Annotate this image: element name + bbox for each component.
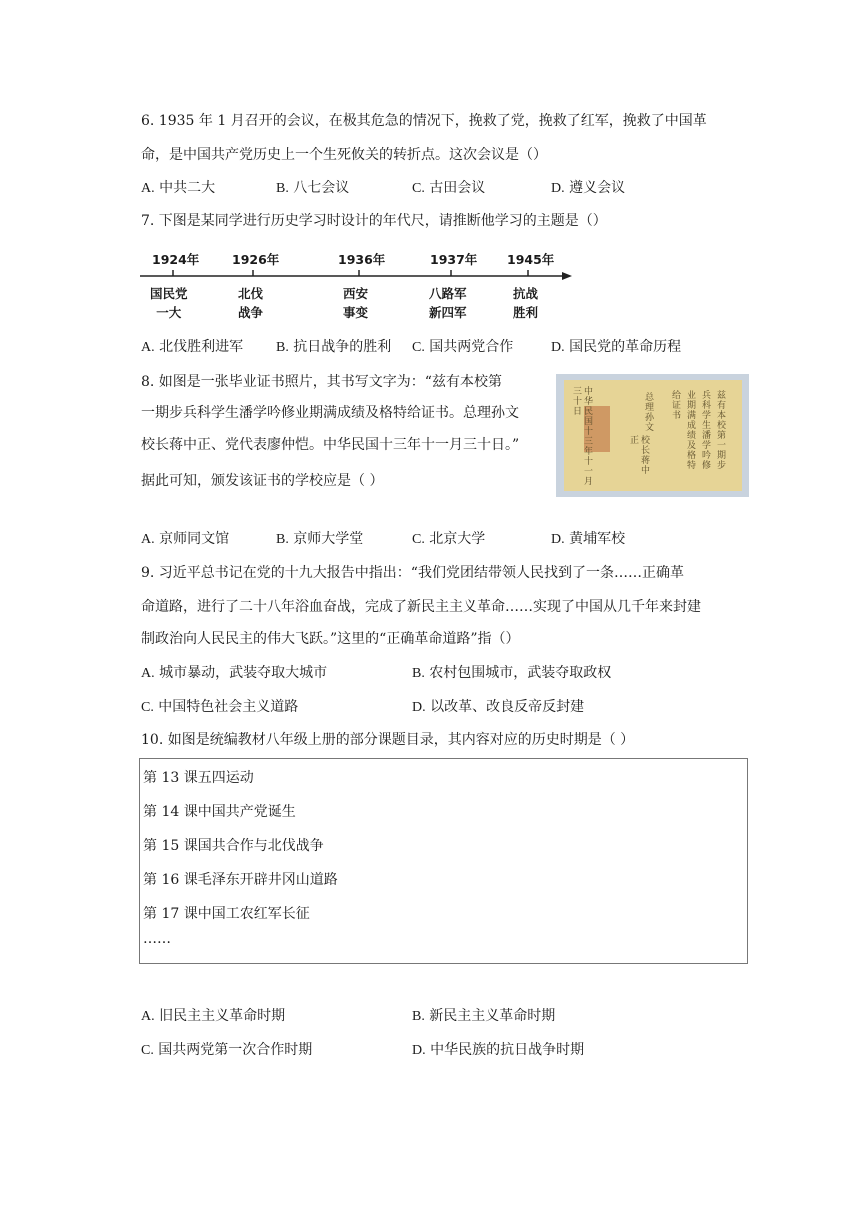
q8-option-d[interactable]: D. 黄埔军校 (551, 531, 626, 547)
certificate-handwriting: 给证书 (670, 390, 680, 420)
certificate-handwriting: 业期满成绩及格特 (685, 390, 695, 470)
q9-option-c[interactable]: C. 中国特色社会主义道路 (141, 699, 299, 715)
timeline-event: 国民党 一大 (150, 286, 188, 320)
certificate-handwriting: 总理孙文 (643, 392, 653, 432)
toc-item: 第 15 课国共合作与北伐战争 (143, 838, 324, 854)
timeline-year: 1926年 (232, 252, 280, 267)
q7-option-a[interactable]: A. 北伐胜利进军 (141, 339, 244, 355)
q7-option-d[interactable]: D. 国民党的革命历程 (551, 339, 682, 355)
certificate-handwriting: 兵科学生潘学吟修 (700, 390, 710, 470)
q6-option-a[interactable]: A. 中共二大 (141, 180, 216, 196)
q8-option-c[interactable]: C. 北京大学 (412, 531, 486, 547)
q6-option-d[interactable]: D. 遵义会议 (551, 180, 626, 196)
q6-option-b[interactable]: B. 八七会议 (276, 180, 350, 196)
q9-stem-line3: 制政治向人民民主的伟大飞跃。”这里的“正确革命道路”指（） (141, 631, 520, 647)
q8-stem-line2: 一期步兵科学生潘学吟修业期满成绩及格特给证书。总理孙文 (141, 405, 519, 421)
q10-option-b[interactable]: B. 新民主主义革命时期 (412, 1008, 556, 1024)
q7-option-c[interactable]: C. 国共两党合作 (412, 339, 514, 355)
q8-option-a[interactable]: A. 京师同文馆 (141, 531, 230, 547)
certificate-handwriting: 中华民国十三年十一月三十日 (571, 386, 592, 486)
timeline-event: 北伐 战争 (238, 286, 264, 320)
toc-ellipsis: …… (143, 931, 171, 947)
q9-option-a[interactable]: A. 城市暴动，武装夺取大城市 (141, 665, 328, 681)
q6-option-c[interactable]: C. 古田会议 (412, 180, 486, 196)
q9-option-b[interactable]: B. 农村包围城市，武装夺取政权 (412, 665, 612, 681)
q6-stem-line1: 6. 1935 年 1 月召开的会议，在极其危急的情况下，挽救了党，挽救了红军，挽救了中国革 (141, 113, 707, 129)
q9-stem-line1: 9. 习近平总书记在党的十九大报告中指出：“我们党团结带领人民找到了一条……正确革 (141, 565, 684, 581)
timeline-year: 1945年 (507, 252, 555, 267)
timeline-year: 1936年 (338, 252, 386, 267)
q6-stem-line2: 命，是中国共产党历史上一个生死攸关的转折点。这次会议是（） (141, 147, 547, 163)
q8-stem-line4: 据此可知，颁发该证书的学校应是（ ） (141, 473, 384, 489)
toc-item: 第 14 课中国共产党诞生 (143, 804, 296, 820)
q10-option-a[interactable]: A. 旧民主主义革命时期 (141, 1008, 286, 1024)
timeline-year: 1924年 (152, 252, 200, 267)
q8-option-b[interactable]: B. 京师大学堂 (276, 531, 364, 547)
q7-stem: 7. 下图是某同学进行历史学习时设计的年代尺，请推断他学习的主题是（） (141, 213, 607, 229)
certificate-handwriting: 兹有本校第一期步 (715, 390, 725, 470)
q9-stem-line2: 命道路，进行了二十八年浴血奋战，完成了新民主主义革命……实现了中国从几千年来封建 (141, 599, 701, 615)
q9-option-d[interactable]: D. 以改革、改良反帝反封建 (412, 699, 585, 715)
certificate-photo (556, 374, 749, 497)
toc-item: 第 16 课毛泽东开辟井冈山道路 (143, 872, 338, 888)
certificate-handwriting: 校长蒋中正 (628, 435, 649, 475)
timeline-year: 1937年 (430, 252, 478, 267)
q10-stem: 10. 如图是统编教材八年级上册的部分课题目录，其内容对应的历史时期是（ ） (141, 732, 635, 748)
toc-item: 第 13 课五四运动 (143, 770, 254, 786)
timeline-axis (140, 266, 575, 280)
q8-stem-line1: 8. 如图是一张毕业证书照片，其书写文字为：“兹有本校第 (141, 374, 502, 390)
toc-item: 第 17 课中国工农红军长征 (143, 906, 310, 922)
q8-stem-line3: 校长蒋中正、党代表廖仲恺。中华民国十三年十一月三十日。” (141, 437, 520, 453)
timeline-event: 抗战 胜利 (513, 286, 539, 320)
q7-option-b[interactable]: B. 抗日战争的胜利 (276, 339, 392, 355)
q10-option-d[interactable]: D. 中华民族的抗日战争时期 (412, 1042, 585, 1058)
timeline-event: 八路军 新四军 (429, 286, 467, 320)
certificate-paper (564, 380, 742, 491)
table-of-contents-box (139, 758, 748, 964)
timeline-event: 西安 事变 (343, 286, 369, 320)
q10-option-c[interactable]: C. 国共两党第一次合作时期 (141, 1042, 313, 1058)
